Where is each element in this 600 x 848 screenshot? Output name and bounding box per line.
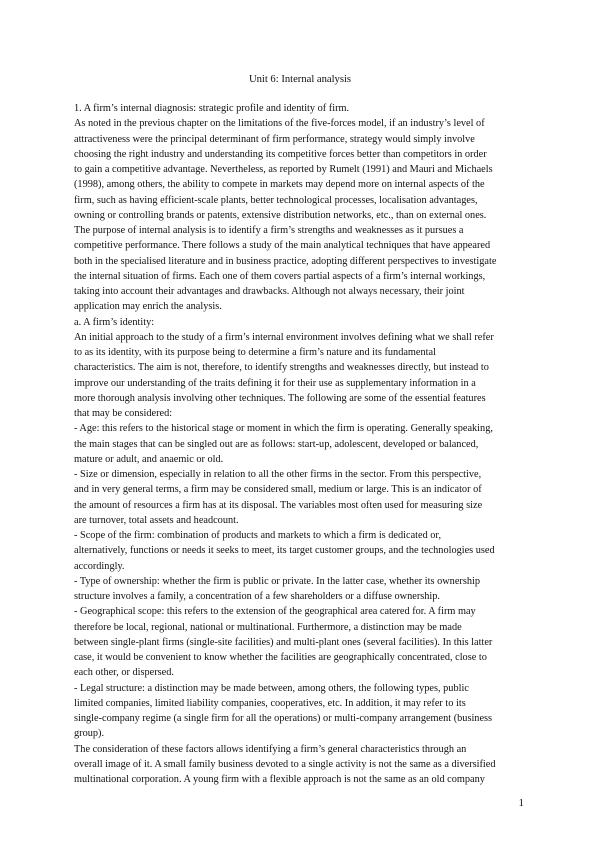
text-line: both in the specialised literature and in business practice, adopting different perspectives to investigate <box>74 255 497 267</box>
text-line: between single-plant firms (single-site facilities) and multi-plant ones (several facilities). In this latter <box>74 636 493 648</box>
text-line: a. A firm’s identity: <box>74 316 155 328</box>
text-line: single-company regime (a single firm for all the operations) or multi-company arrangement (business <box>74 713 493 724</box>
text-line: An initial approach to the study of a firm’s internal environment involves defining what we shall refer <box>74 331 494 343</box>
page-title: Unit 6: Internal analysis <box>248 74 352 85</box>
text-line: - Scope of the firm: combination of products and markets to which a firm is dedicated or, <box>74 530 442 541</box>
text-line: each other, or dispersed. <box>74 667 174 679</box>
text-line: overall image of it. A small family business devoted to a single activity is not the same as a diversified <box>74 758 496 770</box>
text-line: structure involves a family, a concentration of a few shareholders or a diffuse ownership. <box>74 591 440 602</box>
text-line: firm, such as having efficient-scale plants, better technological processes, localisation advantages, <box>74 194 478 206</box>
text-line: The purpose of internal analysis is to identify a firm’s strengths and weaknesses as it pursues a <box>74 225 464 236</box>
text-line: - Age: this refers to the historical stage or moment in which the firm is operating. Generally speaking, <box>74 423 493 435</box>
text-line: (1998), among others, the ability to compete in markets may depend more on internal aspects of the <box>74 179 485 191</box>
text-line: The consideration of these factors allows identifying a firm’s general characteristics through an <box>74 743 467 755</box>
text-line: taking into account their advantages and drawbacks. Although not always necessary, their joint <box>74 286 465 297</box>
text-line: As noted in the previous chapter on the limitations of the five-forces model, if an industry’s level of <box>74 118 485 130</box>
text-line: 1. A firm’s internal diagnosis: strategic profile and identity of firm. <box>74 103 350 114</box>
text-line: accordingly. <box>74 560 125 572</box>
text-line: - Size or dimension, especially in relation to all the other firms in the sector. From this perspective, <box>74 469 482 480</box>
text-line: attractiveness were the principal determinant of firm performance, strategy would simply involve <box>74 133 475 145</box>
text-line: competitive performance. There follows a study of the main analytical techniques that have appeared <box>74 240 491 252</box>
text-line: - Legal structure: a distinction may be made between, among others, the following types, public <box>74 682 469 694</box>
text-line: the main stages that can be singled out are as follows: start-up, adolescent, developed or balanced, <box>74 438 479 450</box>
text-line: application may enrich the analysis. <box>74 301 222 313</box>
text-line: group). <box>74 728 105 740</box>
text-line: limited companies, limited liability companies, cooperatives, etc. In addition, it may refer to its <box>74 697 466 709</box>
text-line: the amount of resources a firm has at its disposal. The variables most often used for measuring size <box>74 499 483 511</box>
text-line: improve our understanding of the traits defining it for their use as supplementary information in a <box>74 377 476 389</box>
text-line: characteristics. The aim is not, therefore, to identify strengths and weaknesses directly, but instead to <box>74 362 489 374</box>
text-line: case, it would be convenient to know whether the facilities are geographically concentrated, close to <box>74 652 487 663</box>
text-line: to as its identity, with its purpose being to determine a firm’s nature and its fundamental <box>74 347 436 358</box>
text-line: multinational corporation. A young firm with a flexible approach is not the same as an old company <box>74 774 485 785</box>
document-body <box>74 101 534 787</box>
text-line: that may be considered: <box>74 408 173 419</box>
text-line: - Type of ownership: whether the firm is public or private. In the latter case, whether its ownership <box>74 575 480 587</box>
text-line: the internal situation of firms. Each one of them covers partial aspects of a firm’s internal workings, <box>74 270 486 282</box>
text-line: therefore be local, regional, national or multinational. Furthermore, a distinction may be made <box>74 621 462 633</box>
page-number: 1 <box>518 797 524 809</box>
text-line: and in very general terms, a firm may be considered small, medium or large. This is an indicator of <box>74 484 482 496</box>
text-line: alternatively, functions or needs it seeks to meet, its target customer groups, and the technologies used <box>74 545 495 557</box>
text-line: owning or controlling brands or patents, extensive distribution networks, etc., than on external ones. <box>74 209 487 221</box>
text-line: to gain a competitive advantage. Nevertheless, as reported by Rumelt (1991) and Mauri and Michaels <box>74 164 493 175</box>
text-line: choosing the right industry and understanding its competitive forces better than competitors in order <box>74 148 487 160</box>
text-line: mature or adult, and anaemic or old. <box>74 453 224 465</box>
text-line: more thorough analysis involving other techniques. The following are some of the essential features <box>74 392 486 404</box>
text-line: are turnover, total assets and headcount. <box>74 514 239 526</box>
text-line: - Geographical scope: this refers to the extension of the geographical area catered for. A firm may <box>74 606 476 618</box>
